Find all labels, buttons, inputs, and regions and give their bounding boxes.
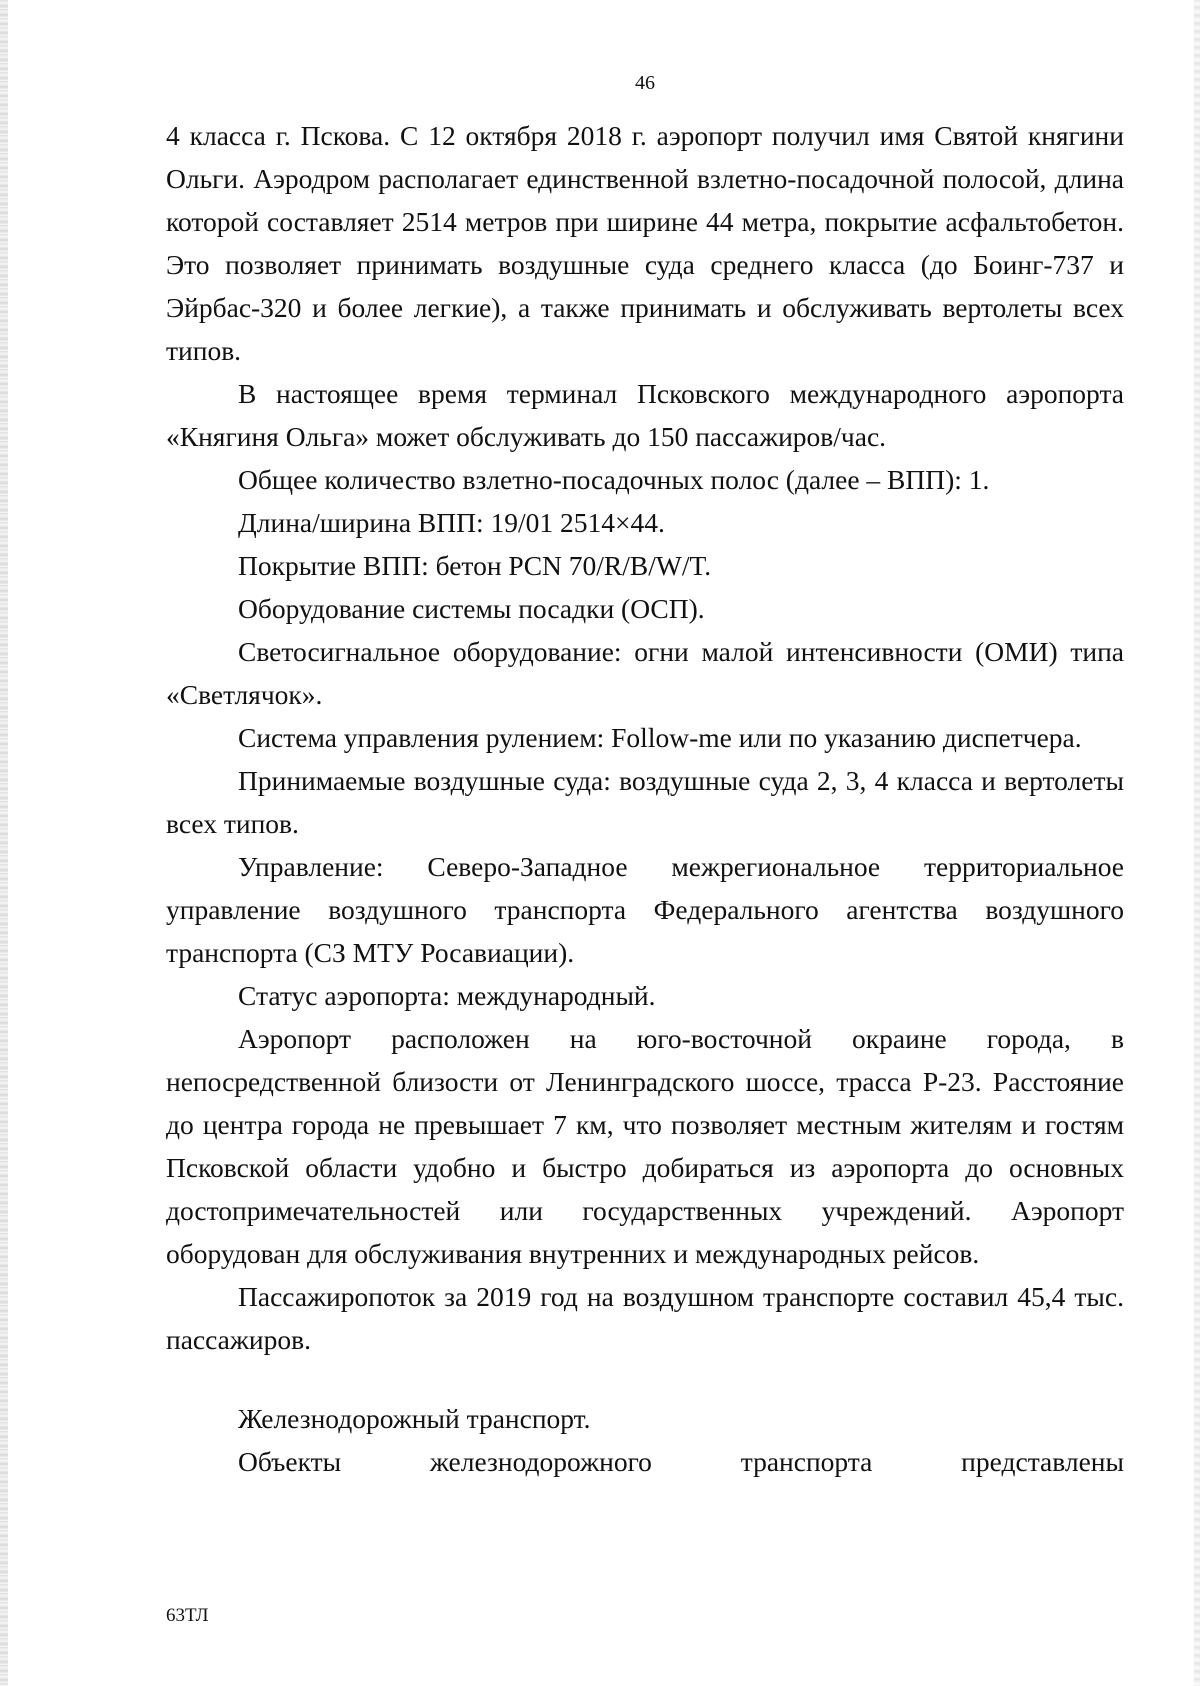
paragraph-runway-surface: Покрытие ВПП: бетон PCN 70/R/B/W/T. bbox=[238, 550, 712, 581]
paragraph-lighting: Светосигнальное оборудование: огни малой интенсивности (ОМИ) типа «Светлячок». bbox=[166, 636, 1124, 710]
section-spacer bbox=[166, 1361, 1124, 1397]
paragraph-runway-count: Общее количество взлетно-посадочных полос (далее – ВПП): 1. bbox=[238, 464, 990, 495]
paragraph-location: Аэропорт расположен на юго-восточной окраине города, в непосредственной близости от Ленинградского шоссе, трасса Р-23. Расстояние до центра города не превышает 7 км, что позволяет местным жителям и гостям Псковской области удобно и быстро добираться из аэропорта до основных достопримечательностей или государственных учреждений. Аэропорт оборудован для обслуживания внутренних и международных рейсов. bbox=[166, 1023, 1124, 1269]
section-heading-railway: Железнодорожный транспорт. bbox=[238, 1403, 591, 1434]
document-body bbox=[166, 114, 1124, 1483]
paragraph-runway-dimensions: Длина/ширина ВПП: 19/01 2514×44. bbox=[238, 507, 665, 538]
paragraph-management: Управление: Северо-Западное межрегиональное территориальное управление воздушного транспорта Федерального агентства воздушного транспорта (СЗ МТУ Росавиации). bbox=[166, 851, 1124, 968]
paragraph-airport-history: 4 класса г. Пскова. С 12 октября 2018 г. аэропорт получил имя Святой княгини Ольги. Аэродром располагает единственной взлетно-посадочной полосой, длина которой составляет 2514 метров при ширине 44 метра, покрытие асфальтобетон. Это позволяет принимать воздушные суда среднего класса (до Боинг-737 и Эйрбас-320 и более легкие), а также принимать и обслуживать вертолеты всех типов. bbox=[166, 120, 1124, 366]
scan-edge-right bbox=[1194, 0, 1200, 1686]
paragraph-aircraft-types: Принимаемые воздушные суда: воздушные суда 2, 3, 4 класса и вертолеты всех типов. bbox=[166, 765, 1124, 839]
footer-document-code: 63ТЛ bbox=[166, 1605, 209, 1626]
paragraph-railway-objects: Объекты железнодорожного транспорта представлены bbox=[238, 1446, 1124, 1477]
paragraph-status: Статус аэропорта: международный. bbox=[238, 980, 656, 1011]
paragraph-taxi-control: Система управления рулением: Follow-me или по указанию диспетчера. bbox=[238, 722, 1082, 753]
scan-edge-left bbox=[0, 0, 8, 1686]
paragraph-passenger-traffic: Пассажиропоток за 2019 год на воздушном транспорте составил 45,4 тыс. пассажиров. bbox=[166, 1281, 1124, 1355]
paragraph-landing-system: Оборудование системы посадки (ОСП). bbox=[238, 593, 705, 624]
page-number: 46 bbox=[635, 72, 655, 94]
paragraph-terminal-capacity: В настоящее время терминал Псковского международного аэропорта «Княгиня Ольга» может обслуживать до 150 пассажиров/час. bbox=[166, 378, 1124, 452]
